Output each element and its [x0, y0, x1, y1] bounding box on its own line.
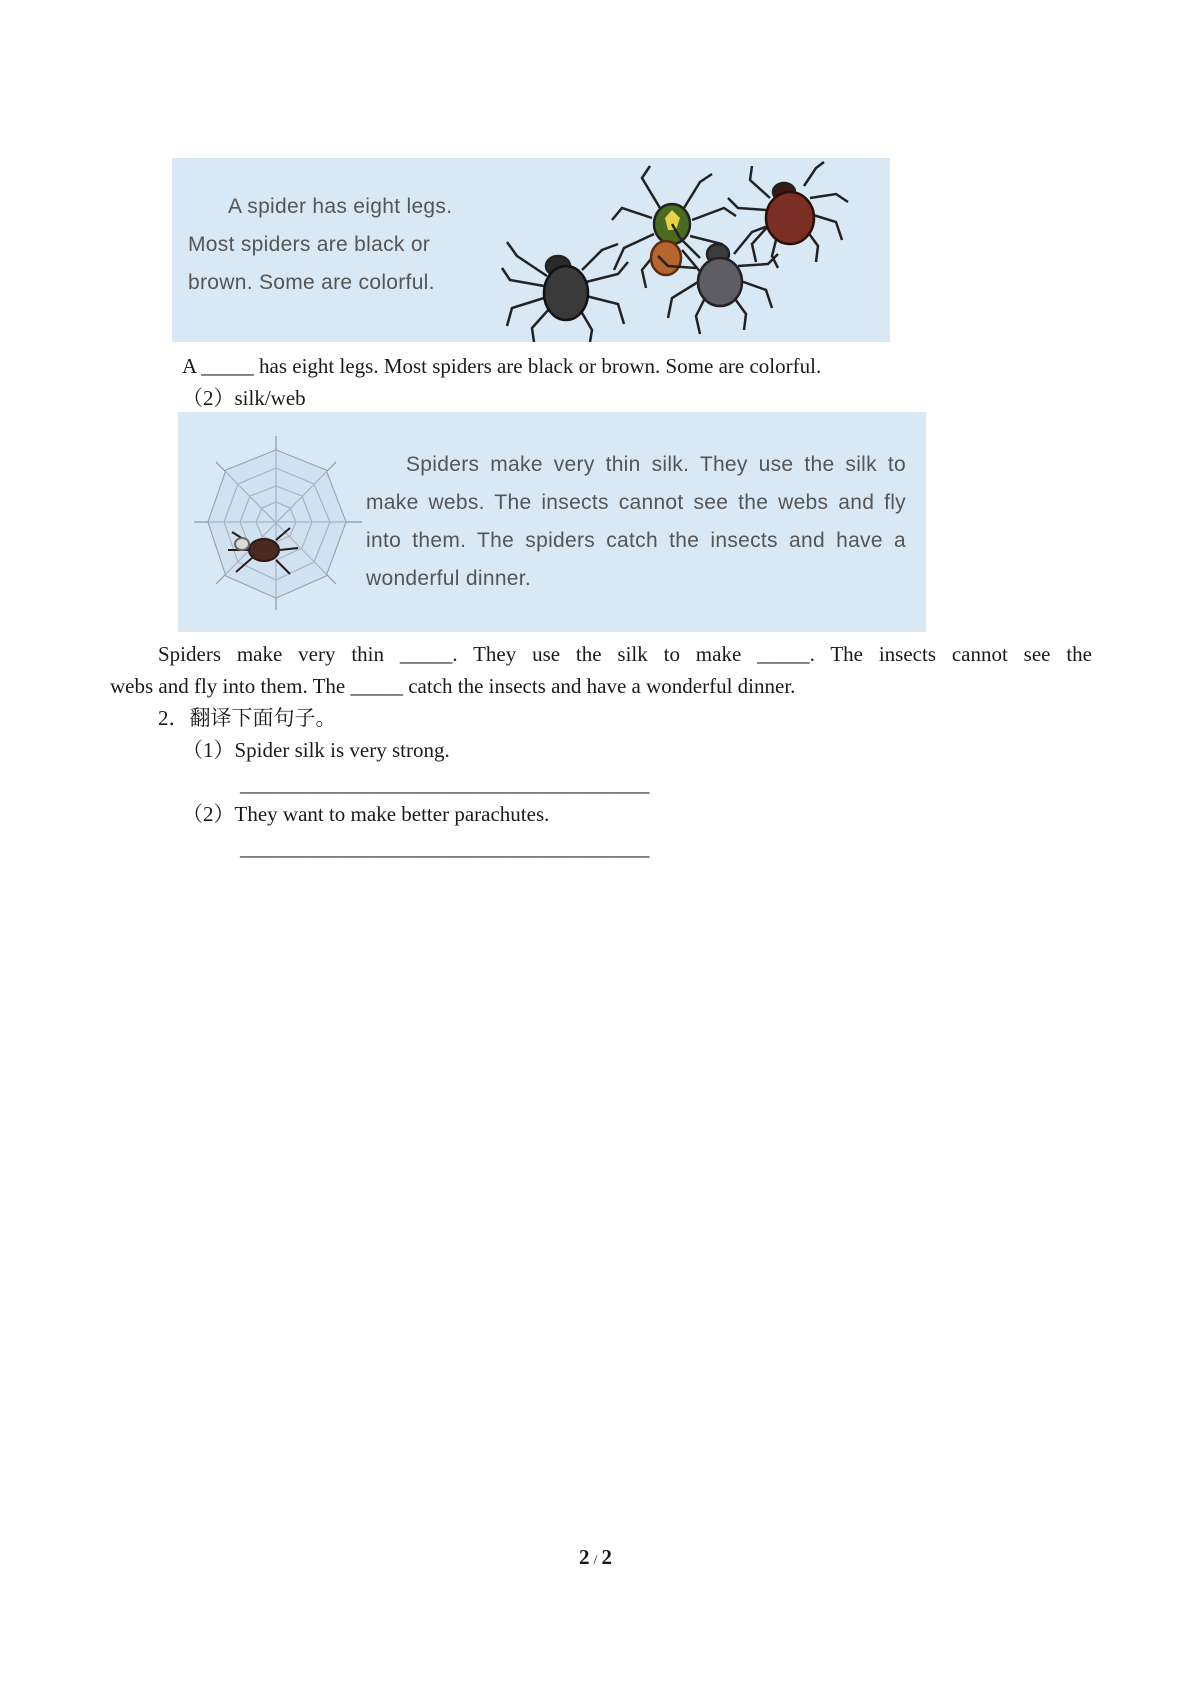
panel2-text [366, 446, 906, 598]
translation-item-2: （2）They want to make better parachutes. [182, 802, 550, 826]
translation-item-1: （1）Spider silk is very strong. [182, 738, 450, 762]
spiders-image [172, 158, 890, 342]
item-2-label: （2）silk/web [182, 386, 306, 410]
spider-legs-illustration [172, 158, 890, 342]
question-2-line-2: webs and fly into them. The _____ catch the insects and have a wonderful dinner. [110, 674, 796, 698]
answer-line-1: _______________________________________ [240, 772, 650, 796]
panel1-line: Most spiders are black or [188, 233, 431, 256]
question-1-text: A _____ has eight legs. Most spiders are black or brown. Some are colorful. [182, 354, 822, 378]
panel2-line: wonderful dinner. [366, 567, 532, 590]
brown-spider-icon [728, 162, 848, 268]
panel1-line: A spider has eight legs. [228, 195, 453, 218]
panel2-line: Spiders make very thin silk. They use the silk to [406, 453, 906, 476]
panel1-line: brown. Some are colorful. [188, 271, 435, 294]
panel2-line: into them. The spiders catch the insects and have a [366, 529, 906, 552]
section-2-heading: 2．翻译下面句子。 [158, 706, 337, 730]
page-number [0, 1545, 1191, 1570]
question-2-line-1: Spiders make very thin _____. They use the silk to make _____. The insects cannot see the [158, 642, 1092, 666]
page-separator: / [593, 1553, 598, 1568]
page-current: 2 [579, 1545, 590, 1569]
spider-web-illustration [178, 412, 926, 632]
black-spider-icon [502, 242, 628, 342]
page-total: 2 [601, 1545, 612, 1569]
answer-line-2: _______________________________________ [240, 836, 650, 860]
spider-web-image [186, 430, 366, 620]
panel2-line: make webs. The insects cannot see the webs and fly [366, 491, 906, 514]
